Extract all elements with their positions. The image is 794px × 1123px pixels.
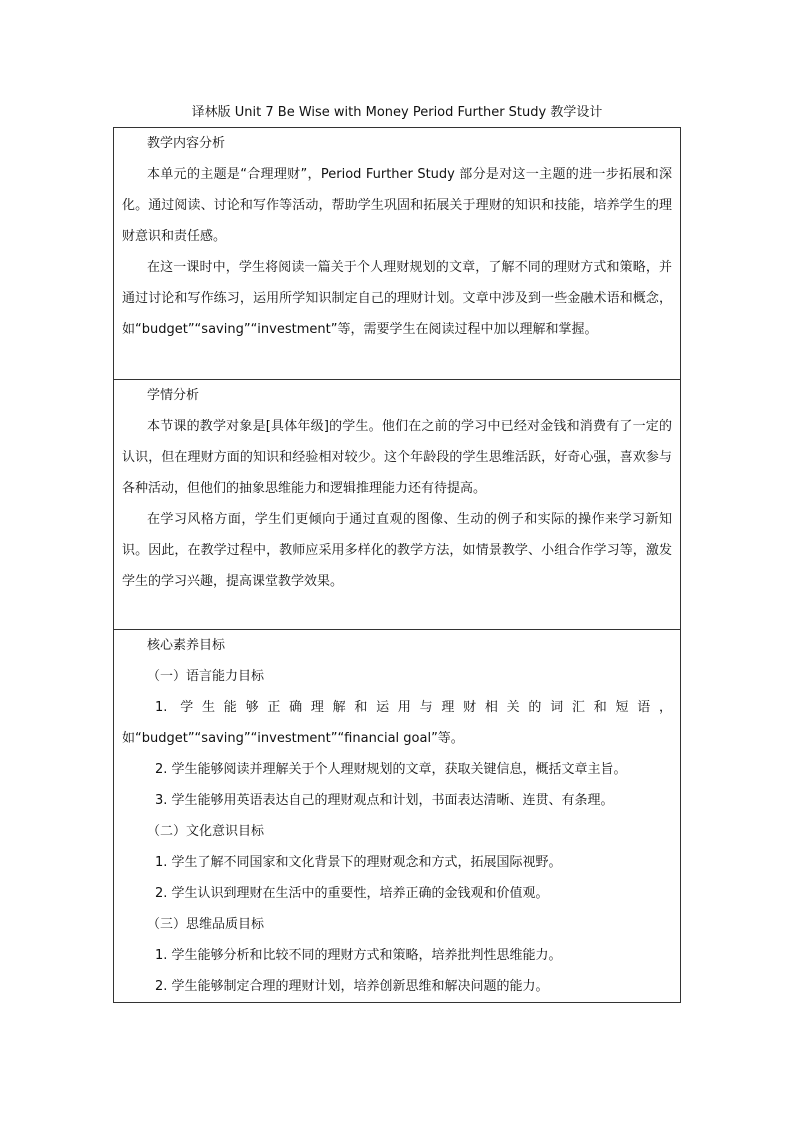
document-title: 译林版 Unit 7 Be Wise with Money Period Further Study 教学设计: [191, 105, 603, 120]
goal-item: 1. 学生了解不同国家和文化背景下的理财观念和方式，拓展国际视野。: [155, 855, 562, 870]
core-goals-section: [114, 629, 680, 1002]
student-analysis-section: [114, 379, 680, 629]
student-analysis-paragraph: 本节课的教学对象是[具体年级]的学生。他们在之前的学习中已经对金钱和消费有了一定的认识，但在理财方面的知识和经验相对较少。这个年龄段的学生思维活跃，好奇心强，喜欢参与各种活动，但他们的抽象思维能力和逻辑推理能力还有待提高。: [122, 419, 672, 496]
goal-item: 2. 学生能够阅读并理解关于个人理财规划的文章，获取关键信息，概括文章主旨。: [155, 762, 627, 777]
goal-item: 2. 学生能够制定合理的理财计划，培养创新思维和解决问题的能力。: [155, 979, 549, 994]
goal-item: 1. 学生能够正确理解和运用与理财相关的词汇和短语，如“budget”“saving”“investment”“financial goal”等。: [122, 700, 672, 746]
goal-group-title: （二）文化意识目标: [147, 824, 265, 839]
content-analysis-heading: 教学内容分析: [147, 136, 226, 151]
core-goals-heading: 核心素养目标: [147, 638, 226, 653]
goal-item: 3. 学生能够用英语表达自己的理财观点和计划，书面表达清晰、连贯、有条理。: [155, 793, 614, 808]
content-analysis-paragraph: 在这一课时中，学生将阅读一篇关于个人理财规划的文章，了解不同的理财方式和策略，并通过讨论和写作练习，运用所学知识制定自己的理财计划。文章中涉及到一些金融术语和概念，如“budget”“saving”“investment”等，需要学生在阅读过程中加以理解和掌握。: [122, 260, 672, 337]
goal-group-title: （一）语言能力目标: [147, 669, 265, 684]
content-analysis-section: [114, 128, 680, 379]
student-analysis-paragraph: 在学习风格方面，学生们更倾向于通过直观的图像、生动的例子和实际的操作来学习新知识。因此，在教学过程中，教师应采用多样化的教学方法，如情景教学、小组合作学习等，激发学生的学习兴趣，提高课堂教学效果。: [122, 512, 672, 589]
lesson-plan-table: [113, 127, 681, 1003]
content-analysis-paragraph: 本单元的主题是“合理理财”，Period Further Study 部分是对这一主题的进一步拓展和深化。通过阅读、讨论和写作等活动，帮助学生巩固和拓展关于理财的知识和技能，培养学生的理财意识和责任感。: [122, 167, 672, 244]
student-analysis-heading: 学情分析: [147, 388, 200, 403]
goal-group-title: （三）思维品质目标: [147, 917, 265, 932]
goal-item: 2. 学生认识到理财在生活中的重要性，培养正确的金钱观和价值观。: [155, 886, 549, 901]
goal-item: 1. 学生能够分析和比较不同的理财方式和策略，培养批判性思维能力。: [155, 948, 562, 963]
